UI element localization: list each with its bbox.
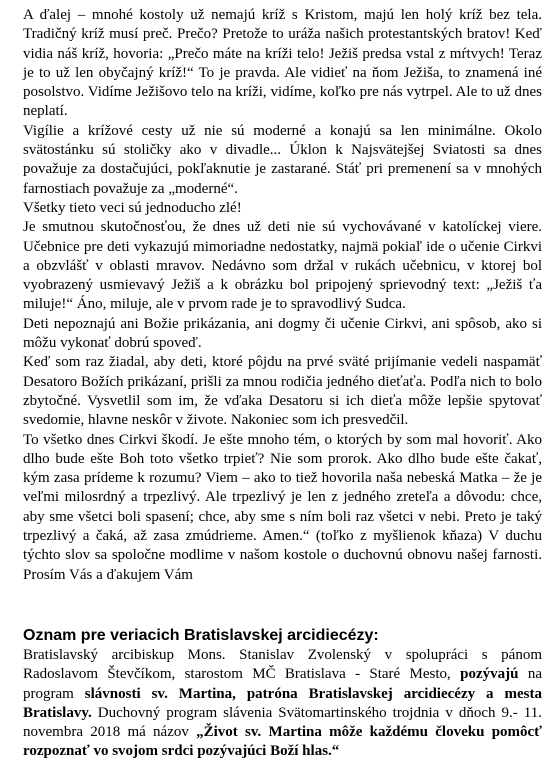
paragraph-vigils: Vigílie a krížové cesty už nie sú moderné a konajú sa len minimálne. Okolo svätostánku sú stoličky ako v divadle... Úklon k Najsvätejšej Sviatosti sa dnes považuje za dostačujúci, pokľaknutie je zastarané. Stáť pri premenení sa v mnohých farnostiach považuje za „moderné“. [23, 122, 542, 197]
paragraph-first-communion: Keď som raz žiadal, aby deti, ktoré pôjdu na prvé sväté prijímanie vedeli naspamäť Desatoro Božích prikázaní, prišli za mnou rodičia jedného dieťaťa. Podľa nich to bolo zbytočné. Vysvetlil som im, že vďaka Desatoru si ich dieťa môže lepšie spytovať svedomie, hlavne neskôr v živote. Nakoniec som ich presvedčil. [23, 354, 542, 429]
notice-celebration-name: slávnosti sv. Martina, patróna Bratislavskej arcidiecézy a mesta Bratislavy. [23, 685, 542, 721]
notice-text-part1: Bratislavský arcibiskup Mons. Stanislav Zvolenský v spolupráci s pánom Radoslavom Števčíkom, starostom MČ Bratislava - Staré Mesto, [23, 647, 542, 683]
paragraph-children-faith: Je smutnou skutočnosťou, že dnes už deti nie sú vychovávané v katolíckej viere. Učebnice pre deti vykazujú mimoriadne nedostatky, najmä pokiaľ ide o učenie Cirkvi a obzvlášť v oblasti mravov. Nedávno som držal v rukách učebnicu, v ktorej bol vyobrazený usmievavý Ježiš a k obrázku bol pripojený sprievodný text: „Ježiš ťa miluje!“ Áno, miluje, ale v prvom rade je to spravodlivý Sudca. [23, 219, 542, 313]
notice-text [23, 646, 542, 762]
notice-invite: pozývajú [460, 666, 519, 683]
notice-section [23, 626, 542, 762]
paragraph-exclamation: Všetky tieto veci sú jednoducho zlé! [23, 199, 242, 216]
notice-text-part3: Duchovný program slávenia Svätomartinského trojdnia v dňoch 9.- 11. novembra 2018 má názov [23, 704, 542, 741]
notice-title: Oznam pre veriacich Bratislavskej arcidiecézy: [23, 627, 379, 644]
paragraph-crucifix: A ďalej – mnohé kostoly už nemajú kríž s Kristom, majú len holý kríž bez tela. Tradičný kríž musí preč. Prečo? Pretože to uráža našich protestantských bratov! Keď vidia náš kríž, hovoria: „Prečo máte na kríži telo! Ježiš predsa vstal z mŕtvych! Teraz je to už len obyčajný kríž!“ To je pravda. Ale vidieť na ňom Ježiša, to znamená iné posolstvo. Vidíme Ježišovo telo na kríži, vidíme, koľko pre nás vytrpel. Ale to už dnes neplatí. [23, 7, 542, 120]
notice-program-title: „Život sv. Martina môže každému človeku pomôcť rozpoznať vo svojom srdci pozývajúci Boží hlas.“ [23, 724, 542, 760]
article-body [23, 6, 542, 585]
notice-text-part2: na program [23, 666, 542, 702]
paragraph-commandments: Deti nepoznajú ani Božie prikázania, ani dogmy či učenie Cirkvi, ani spôsob, ako si môžu vykonať dobrú spoveď. [23, 315, 542, 352]
paragraph-conclusion: To všetko dnes Cirkvi škodí. Je ešte mnoho tém, o ktorých by som mal hovoriť. Ako dlho bude ešte Boh toto všetko trpieť? Nie som prorok. Ako dlho bude ešte čakať, kým zasa prídeme k rozumu? Viem – ako to tiež hovorila naša nebeská Matka – že je veľmi milosrdný a trpezlivý. Ale trpezlivý je len z jedného zreteľa a dôvodu: chce, aby sme všetci boli spasení; chce, aby sme s ním boli raz všetci v nebi. Preto je taký trpezlivý a čaká, až zasa zmúdrieme. Amen.“ (toľko z myšlienok kňaza) V duchu týchto slov sa spoločne modlime v našom kostole o duchovnú obnovu našej farnosti. Prosím Vás a ďakujem Vám [23, 431, 542, 583]
